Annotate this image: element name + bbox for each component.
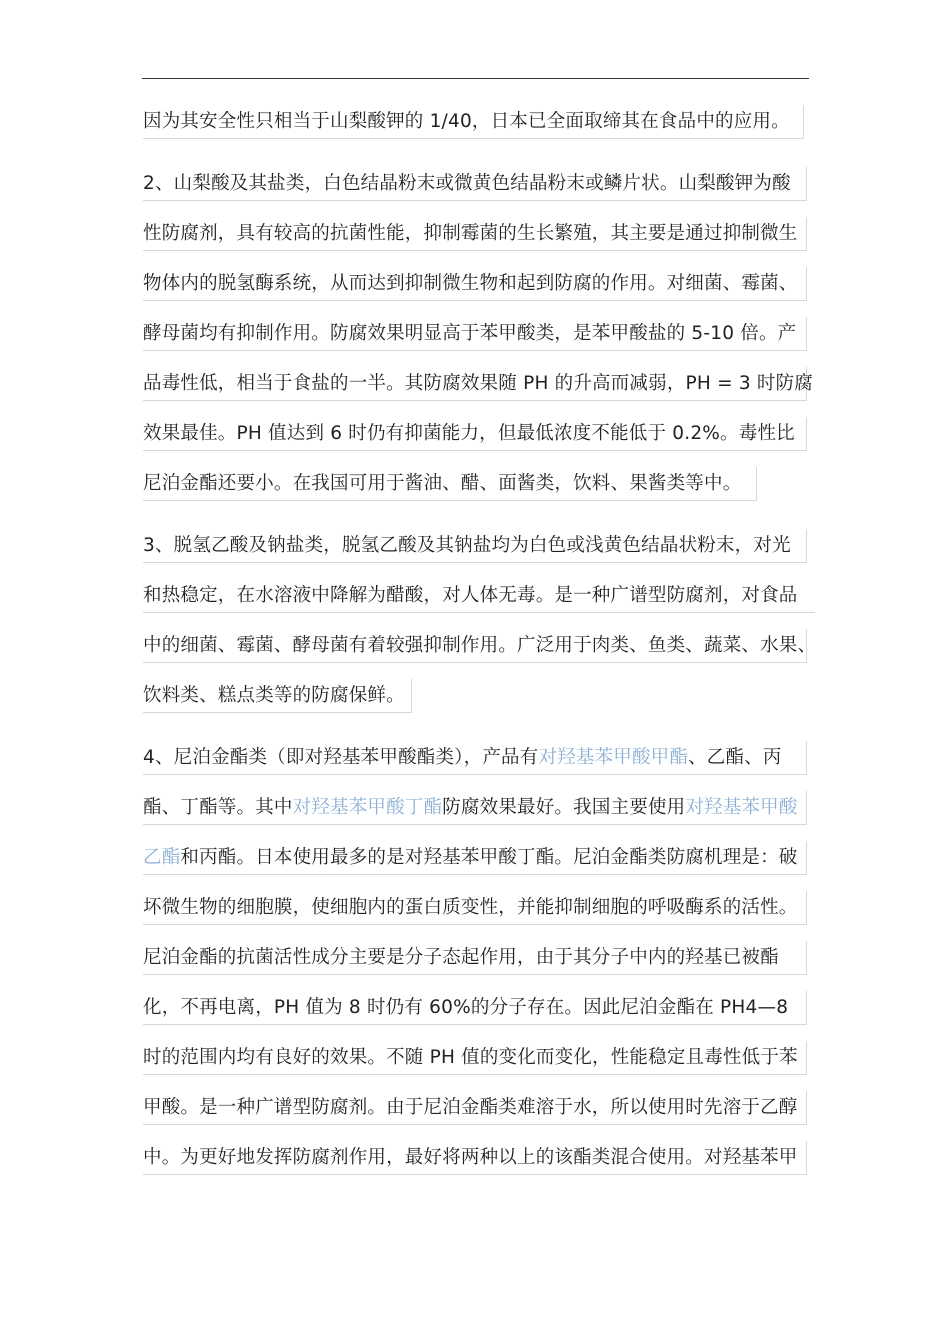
header-rule bbox=[142, 78, 809, 79]
text-line-5: 酵母菌均有抑制作用。防腐效果明显高于苯甲酸类，是苯甲酸盐的 5-10 倍。产 bbox=[143, 317, 807, 351]
text-line-7: 效果最佳。PH 值达到 6 时仍有抑菌能力，但最低浓度不能低于 0.2%。毒性比 bbox=[143, 417, 807, 451]
link-butylparaben[interactable]: 对羟基苯甲酸丁酯 bbox=[292, 797, 443, 818]
text-segment: 防腐效果最好。我国主要使用 bbox=[442, 797, 686, 818]
text-line-12: 饮料类、糕点类等的防腐保鲜。 bbox=[143, 679, 412, 713]
text-line-3: 性防腐剂，具有较高的抗菌性能，抑制霉菌的生长繁殖，其主要是通过抑制微生 bbox=[143, 217, 807, 251]
link-methylparaben[interactable]: 对羟基苯甲酸甲酯 bbox=[538, 747, 689, 768]
text-line-11: 中的细菌、霉菌、酵母菌有着较强抑制作用。广泛用于肉类、鱼类、蔬菜、水果、 bbox=[143, 629, 807, 663]
text-line-8: 尼泊金酯还要小。在我国可用于酱油、醋、面酱类，饮料、果酱类等中。 bbox=[143, 467, 757, 501]
text-line-9: 3、脱氢乙酸及钠盐类，脱氢乙酸及其钠盐均为白色或浅黄色结晶状粉末，对光 bbox=[143, 529, 807, 563]
text-segment: 、乙酯、丙 bbox=[688, 747, 782, 768]
link-ethylparaben-part1[interactable]: 对羟基苯甲酸 bbox=[685, 797, 798, 818]
text-line-16: 坏微生物的细胞膜，使细胞内的蛋白质变性，并能抑制细胞的呼吸酶系的活性。 bbox=[143, 891, 807, 925]
text-line-20: 甲酸。是一种广谱型防腐剂。由于尼泊金酯类难溶于水，所以使用时先溶于乙醇 bbox=[143, 1091, 807, 1125]
text-line-6: 品毒性低，相当于食盐的一半。其防腐效果随 PH 的升高而减弱，PH = 3 时防腐 bbox=[143, 367, 807, 401]
text-segment: 酯、丁酯等。其中 bbox=[143, 797, 293, 818]
text-line-15 bbox=[143, 841, 807, 875]
text-line-18: 化，不再电离，PH 值为 8 时仍有 60%的分子存在。因此尼泊金酯在 PH4—8 bbox=[143, 991, 807, 1025]
text-line-14 bbox=[143, 791, 807, 825]
text-line-21: 中。为更好地发挥防腐剂作用，最好将两种以上的该酯类混合使用。对羟基苯甲 bbox=[143, 1141, 807, 1175]
text-segment: 4、尼泊金酯类（即对羟基苯甲酸酯类），产品有 bbox=[143, 747, 539, 768]
text-segment: 和丙酯。日本使用最多的是对羟基苯甲酸丁酯。尼泊金酯类防腐机理是：破 bbox=[180, 847, 798, 868]
text-line-13 bbox=[143, 741, 807, 775]
text-line-1: 因为其安全性只相当于山梨酸钾的 1/40，日本已全面取缔其在食品中的应用。 bbox=[143, 105, 804, 139]
text-line-4: 物体内的脱氢酶系统，从而达到抑制微生物和起到防腐的作用。对细菌、霉菌、 bbox=[143, 267, 807, 301]
text-line-19: 时的范围内均有良好的效果。不随 PH 值的变化而变化，性能稳定且毒性低于苯 bbox=[143, 1041, 807, 1075]
text-line-2: 2、山梨酸及其盐类，白色结晶粉末或微黄色结晶粉末或鳞片状。山梨酸钾为酸 bbox=[143, 167, 807, 201]
text-line-17: 尼泊金酯的抗菌活性成分主要是分子态起作用，由于其分子中内的羟基已被酯 bbox=[143, 941, 807, 975]
link-ethylparaben-part2[interactable]: 乙酯 bbox=[143, 847, 181, 868]
text-line-10: 和热稳定，在水溶液中降解为醋酸，对人体无毒。是一种广谱型防腐剂，对食品 bbox=[143, 579, 815, 613]
